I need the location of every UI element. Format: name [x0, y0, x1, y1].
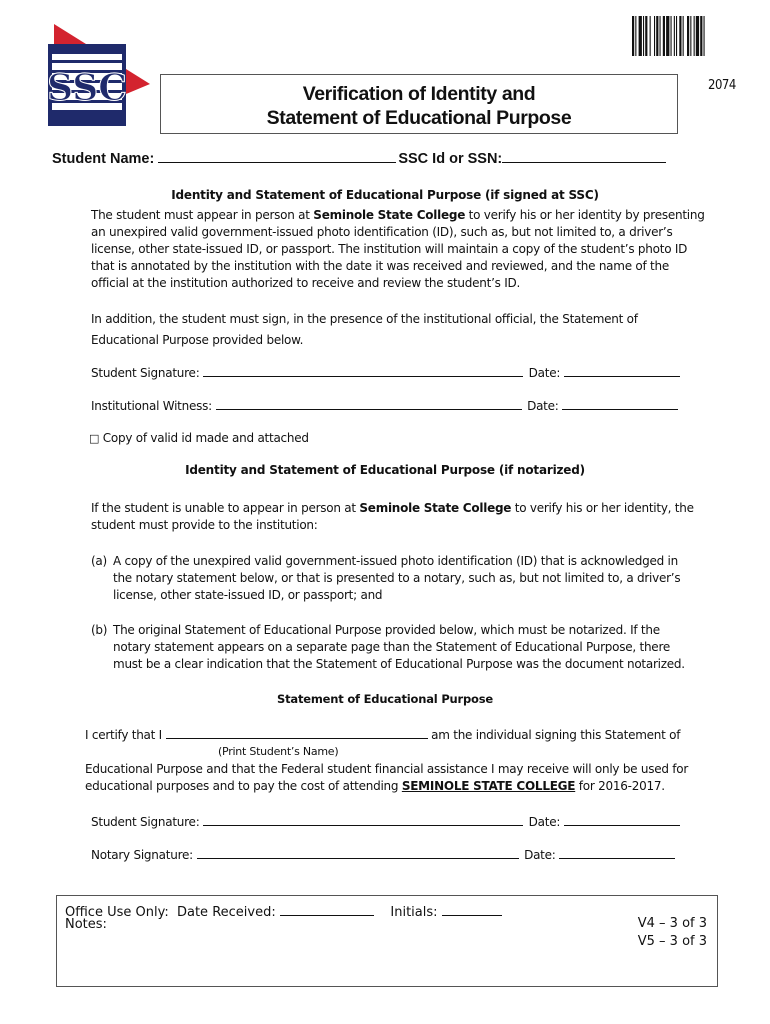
student-signature-label: Student Signature: [91, 815, 200, 829]
notary-signature-row [91, 846, 675, 864]
student-signature-label: Student Signature: [91, 366, 200, 380]
section-ssc-paragraph-1 [91, 207, 705, 292]
section-ssc-paragraph-2 [91, 311, 691, 349]
student-name-field[interactable] [158, 150, 396, 163]
barcode-bar [679, 16, 681, 56]
notes-label: Notes: [65, 917, 107, 932]
barcode [630, 16, 734, 58]
item-a-line-2: the notary statement below, or that is presented to a notary, such as, but not limited to, a driver’s [113, 571, 681, 585]
barcode-bar [643, 16, 644, 56]
barcode-bar [694, 16, 695, 56]
title-box [160, 74, 678, 134]
barcode-bar [635, 16, 636, 56]
statement-heading: Statement of Educational Purpose [277, 692, 493, 706]
statement-student-date-field[interactable] [564, 813, 680, 826]
item-b-marker: (b) [91, 623, 108, 637]
date-received-field[interactable] [280, 903, 374, 916]
copy-id-checkbox[interactable]: □ [89, 432, 100, 445]
initials-label: Initials: [390, 905, 438, 920]
form-number: 2074 [708, 78, 736, 93]
date-label: Date: [524, 848, 556, 862]
ssc-id-field[interactable] [502, 150, 666, 163]
barcode-bar [704, 16, 705, 56]
college-logo-graphic [40, 20, 156, 136]
p2-line-1: In addition, the student must sign, in the presence of the institutional official, the Statement of [91, 312, 638, 326]
title-line-1: Verification of Identity and [302, 83, 536, 105]
section-notarized-paragraph [91, 500, 694, 534]
title-line-2: Statement of Educational Purpose [266, 107, 572, 129]
copy-id-checkbox-row [89, 430, 309, 447]
barcode-bar [676, 16, 677, 56]
ssc-witness-field[interactable] [216, 397, 522, 410]
barcode-bar [632, 16, 634, 56]
item-a [91, 553, 691, 604]
barcode-bar [639, 16, 642, 56]
print-student-name-field[interactable] [166, 726, 428, 739]
section-ssc-heading: Identity and Statement of Educational Purpose (if signed at SSC) [171, 188, 599, 202]
item-b [91, 622, 691, 673]
n-p1-line-1: If the student is unable to appear in person at Seminole State College to verify his or her identity, the [91, 501, 694, 515]
office-use-label: Office Use Only: [65, 905, 169, 920]
p1-line-1: The student must appear in person at Seminole State College to verify his or her identity by presenting [91, 208, 705, 222]
ssc-witness-row [91, 397, 678, 415]
initials-field[interactable] [442, 903, 502, 916]
barcode-bar [674, 16, 675, 56]
barcode-bar [656, 16, 658, 56]
certify-row [85, 726, 680, 744]
notary-date-field[interactable] [559, 846, 675, 859]
notary-signature-field[interactable] [197, 846, 519, 859]
item-b-line-1: The original Statement of Educational Purpose provided below, which must be notarized. If the [113, 623, 660, 637]
print-name-hint: (Print Student’s Name) [218, 745, 339, 758]
ssc-student-signature-row [91, 364, 680, 382]
p1-line-5: official at the institution authorized to receive and review the student’s ID. [91, 276, 521, 290]
barcode-graphic [630, 16, 734, 58]
barcode-bar [687, 16, 689, 56]
p1-line-4: that is annotated by the institution with the date it was received and reviewed, and the name of the [91, 259, 669, 273]
ssc-id-label: SSC Id or SSN: [398, 151, 503, 167]
section-notarized-heading: Identity and Statement of Educational Purpose (if notarized) [185, 463, 585, 477]
notary-signature-label: Notary Signature: [91, 848, 193, 862]
ssc-witness-date-field[interactable] [562, 397, 678, 410]
p1-line-2: an unexpired valid government-issued photo identification (ID), such as, but not limited to, a driver’s [91, 225, 673, 239]
n-p1-line-2: student must provide to the institution: [91, 518, 318, 532]
barcode-bar [696, 16, 699, 56]
witness-label: Institutional Witness: [91, 399, 212, 413]
barcode-bar [671, 16, 672, 56]
item-a-marker: (a) [91, 554, 107, 568]
date-received-label: Date Received: [176, 905, 276, 920]
college-name: SEMINOLE STATE COLLEGE [401, 779, 576, 793]
item-b-line-3: must be a clear indication that the Statement of Educational Purpose was the document notarized. [113, 657, 685, 671]
certify-after: am the individual signing this Statement of [431, 728, 681, 742]
ssc-student-signature-field[interactable] [203, 364, 523, 377]
student-info-row [52, 150, 666, 167]
statement-student-signature-row [91, 813, 680, 831]
statement-line-2: Educational Purpose and that the Federal student financial assistance I may receive will only be used for [85, 762, 689, 776]
barcode-bar [683, 16, 684, 56]
barcode-bar [666, 16, 669, 56]
barcode-bar [690, 16, 691, 56]
statement-student-signature-field[interactable] [203, 813, 523, 826]
item-a-line-1: A copy of the unexpired valid government-issued photo identification (ID) that is acknowledged in [113, 554, 678, 568]
barcode-bar [654, 16, 655, 56]
office-use-row [65, 903, 502, 921]
p2-line-2: Educational Purpose provided below. [91, 333, 304, 347]
college-logo [40, 20, 156, 136]
barcode-bar [700, 16, 702, 56]
office-use-box [56, 895, 718, 987]
date-label: Date: [527, 399, 559, 413]
student-name-label: Student Name: [52, 151, 155, 167]
statement-body [85, 761, 705, 795]
copy-id-label: Copy of valid id made and attached [102, 431, 309, 445]
barcode-bar [663, 16, 665, 56]
svg-text:SSC: SSC [47, 67, 127, 109]
ssc-student-signature-date-field[interactable] [564, 364, 680, 377]
p1-line-3: license, other state-issued ID, or passport. The institution will maintain a copy of the student’s photo ID [91, 242, 688, 256]
barcode-bar [660, 16, 661, 56]
barcode-bar [650, 16, 651, 56]
version-v5: V5 – 3 of 3 [637, 934, 707, 949]
item-a-line-3: license, other state-issued ID, or passport; and [113, 588, 383, 602]
certify-before: I certify that I [85, 728, 162, 742]
version-v4: V4 – 3 of 3 [637, 916, 707, 931]
barcode-bar [645, 16, 647, 56]
date-label: Date: [528, 366, 561, 380]
item-b-line-2: notary statement appears on a separate page than the Statement of Educational Purpose, there [113, 640, 670, 654]
date-label: Date: [528, 815, 561, 829]
statement-line-3: educational purposes and to pay the cost of attending SEMINOLE STATE COLLEGE for 2016-2017. [85, 779, 665, 793]
